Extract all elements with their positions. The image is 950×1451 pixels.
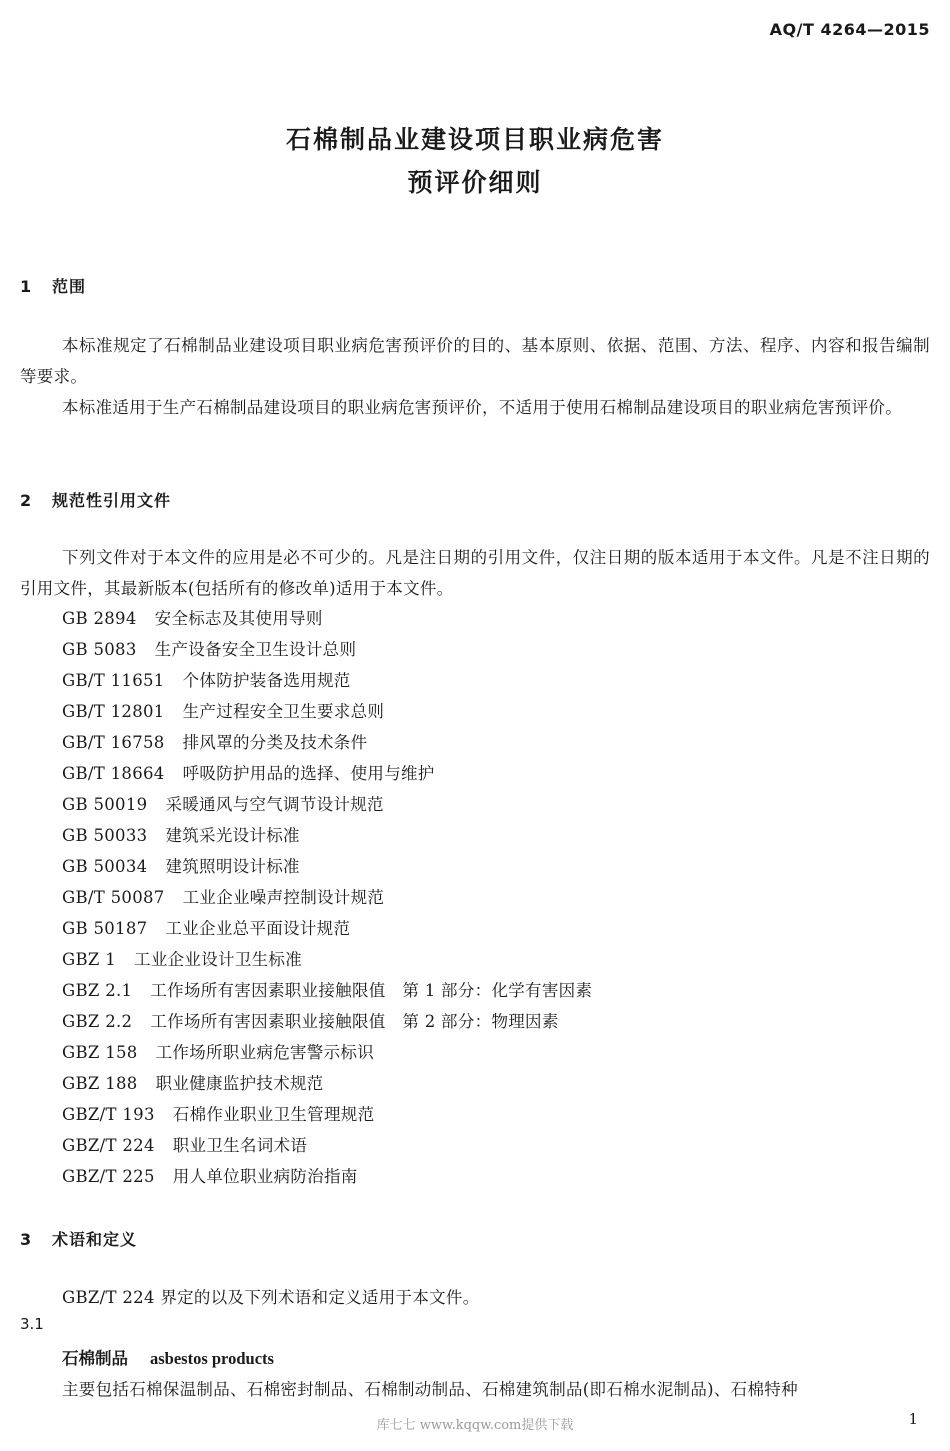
- reference-code: GB/T 11651: [62, 671, 165, 690]
- reference-code: GB/T 50087: [62, 888, 165, 907]
- term-chinese: 石棉制品: [62, 1349, 128, 1368]
- section-1-heading: [20, 274, 86, 297]
- section-title: 规范性引用文件: [52, 491, 172, 510]
- reference-title: 工作场所有害因素职业接触限值 第 1 部分：化学有害因素: [150, 981, 593, 1000]
- reference-item: [62, 1099, 592, 1130]
- document-title-line1: 石棉制品业建设项目职业病危害: [285, 125, 664, 154]
- reference-item: [62, 603, 592, 634]
- reference-title: 工业企业噪声控制设计规范: [182, 888, 385, 907]
- reference-item: [62, 1130, 592, 1161]
- reference-code: GB/T 12801: [62, 702, 165, 721]
- reference-code: GBZ 2.1: [62, 981, 133, 1000]
- reference-code: GBZ/T 225: [62, 1167, 155, 1186]
- reference-item: [62, 820, 592, 851]
- section-number: 2: [20, 491, 33, 510]
- reference-code: GB/T 16758: [62, 733, 165, 752]
- reference-code: GB 50019: [62, 795, 148, 814]
- reference-item: [62, 913, 592, 944]
- standard-code: AQ/T 4264—2015: [769, 20, 930, 39]
- reference-item: [62, 665, 592, 696]
- reference-title: 排风罩的分类及技术条件: [182, 733, 368, 752]
- reference-title: 职业卫生名词术语: [172, 1136, 308, 1155]
- term-english: asbestos products: [150, 1349, 274, 1368]
- reference-item: [62, 1006, 592, 1037]
- section-title: 范围: [52, 277, 87, 296]
- reference-title: 呼吸防护用品的选择、使用与维护: [182, 764, 435, 783]
- reference-code: GB 50033: [62, 826, 148, 845]
- reference-code: GBZ/T 193: [62, 1105, 155, 1124]
- reference-title: 生产过程安全卫生要求总则: [182, 702, 385, 721]
- reference-title: 工业企业总平面设计规范: [165, 919, 351, 938]
- reference-title: 安全标志及其使用导则: [154, 609, 323, 628]
- section-2-heading: [20, 488, 171, 511]
- section-title: 术语和定义: [52, 1230, 138, 1249]
- reference-title: 建筑照明设计标准: [165, 857, 300, 876]
- reference-title: 工作场所有害因素职业接触限值 第 2 部分：物理因素: [150, 1012, 559, 1031]
- reference-item: [62, 789, 592, 820]
- reference-item: [62, 1161, 592, 1192]
- reference-title: 生产设备安全卫生设计总则: [154, 640, 357, 659]
- reference-code: GBZ 2.2: [62, 1012, 133, 1031]
- reference-item: [62, 851, 592, 882]
- reference-code: GBZ 188: [62, 1074, 138, 1093]
- section-1-paragraph-2: 本标准适用于生产石棉制品建设项目的职业病危害预评价，不适用于使用石棉制品建设项目的职业病危害预评价。: [62, 398, 902, 417]
- reference-item: [62, 882, 592, 913]
- document-title-line2: 预评价细则: [407, 168, 543, 197]
- reference-item: [62, 696, 592, 727]
- reference-title: 职业健康监护技术规范: [155, 1074, 324, 1093]
- section-number: 3: [20, 1230, 33, 1249]
- section-1-paragraph-1: 本标准规定了石棉制品业建设项目职业病危害预评价的目的、基本原则、依据、范围、方法、程序、内容和报告编制等要求。: [20, 336, 930, 386]
- footer-watermark: 库七七 www.kqqw.com提供下载: [376, 1418, 574, 1433]
- reference-code: GB 2894: [62, 609, 137, 628]
- reference-title: 个体防护装备选用规范: [182, 671, 351, 690]
- reference-code: GBZ/T 224: [62, 1136, 155, 1155]
- reference-title: 石棉作业职业卫生管理规范: [172, 1105, 375, 1124]
- reference-code: GBZ 158: [62, 1043, 138, 1062]
- reference-title: 用人单位职业病防治指南: [172, 1167, 358, 1186]
- section-3-heading: [20, 1227, 137, 1250]
- page-number: 1: [908, 1410, 918, 1428]
- reference-code: GB/T 18664: [62, 764, 165, 783]
- reference-code: GB 50187: [62, 919, 148, 938]
- reference-title: 采暖通风与空气调节设计规范: [165, 795, 384, 814]
- section-number: 1: [20, 277, 33, 296]
- reference-code: GBZ 1: [62, 950, 117, 969]
- reference-item: [62, 975, 592, 1006]
- reference-item: [62, 944, 592, 975]
- reference-item: [62, 727, 592, 758]
- reference-list: [62, 603, 592, 1192]
- reference-code: GB 50034: [62, 857, 148, 876]
- reference-title: 工业企业设计卫生标准: [134, 950, 303, 969]
- reference-item: [62, 634, 592, 665]
- reference-item: [62, 758, 592, 789]
- reference-code: GB 5083: [62, 640, 137, 659]
- term-definition: 主要包括石棉保温制品、石棉密封制品、石棉制动制品、石棉建筑制品(即石棉水泥制品)、石棉特种: [62, 1380, 798, 1399]
- reference-item: [62, 1068, 592, 1099]
- term-number: 3.1: [20, 1315, 44, 1333]
- term-entry: [62, 1343, 274, 1374]
- section-2-intro: 下列文件对于本文件的应用是必不可少的。凡是注日期的引用文件，仅注日期的版本适用于本文件。凡是不注日期的引用文件，其最新版本(包括所有的修改单)适用于本文件。: [20, 548, 930, 598]
- reference-title: 工作场所职业病危害警示标识: [155, 1043, 375, 1062]
- reference-title: 建筑采光设计标准: [165, 826, 300, 845]
- section-3-intro: GBZ/T 224 界定的以及下列术语和定义适用于本文件。: [62, 1288, 480, 1307]
- reference-item: [62, 1037, 592, 1068]
